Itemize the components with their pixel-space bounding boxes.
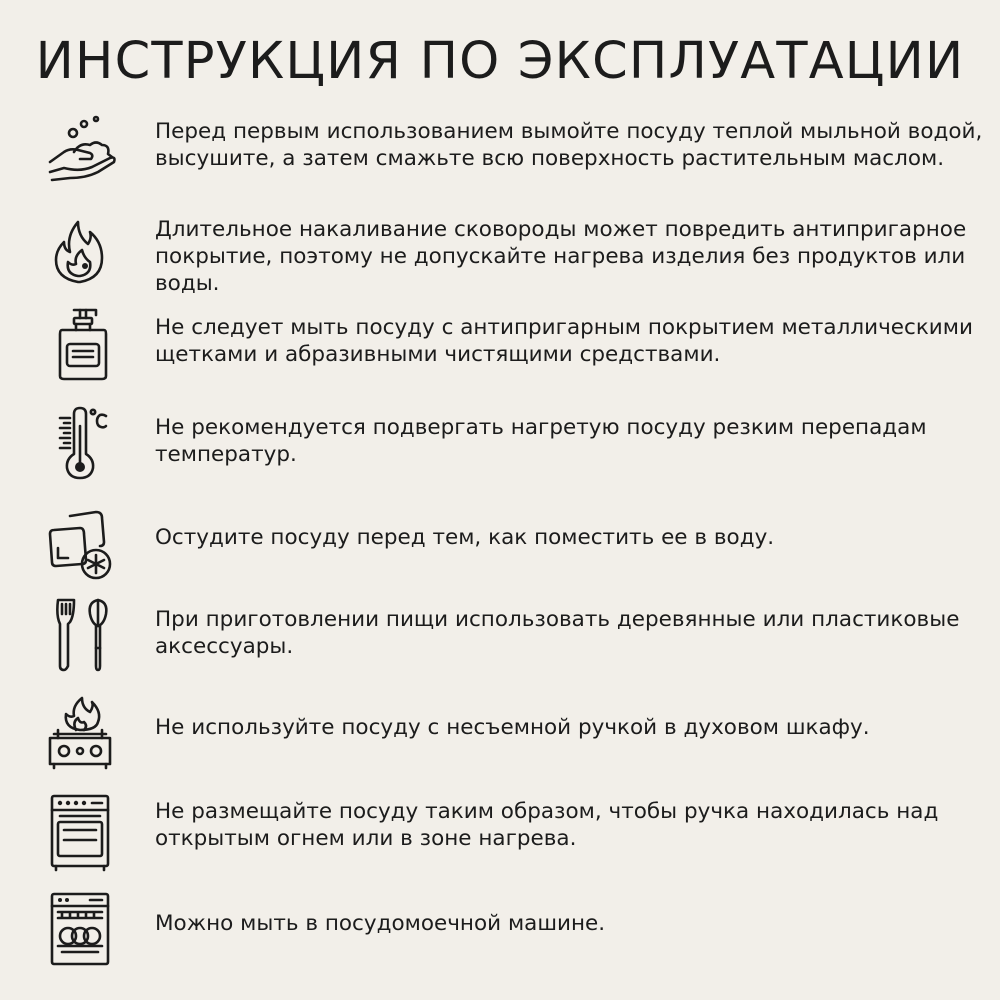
instruction-text: Не размещайте посуду таким образом, чтобы ручка находилась над открытым огнем или в зоне нагрева. (155, 799, 939, 851)
instruction-item (0, 408, 1000, 504)
instruction-item (0, 112, 1000, 208)
instruction-item (0, 890, 1000, 986)
dishwasher-icon (40, 890, 120, 970)
fire-icon (40, 210, 120, 290)
instruction-item (0, 596, 1000, 692)
ice-cubes-icon (40, 506, 120, 586)
instruction-text: Можно мыть в посудомоечной машине. (155, 911, 606, 936)
instruction-item (0, 694, 1000, 790)
washing-hands-icon (40, 112, 120, 192)
detergent-bottle-icon (40, 304, 120, 384)
instruction-text: Остудите посуду перед тем, как поместить ее в воду. (155, 525, 775, 550)
instruction-text: Не рекомендуется подвергать нагретую посуду резким перепадам температур. (155, 415, 927, 467)
thermometer-icon (40, 404, 120, 484)
page-title: ИНСТРУКЦИЯ ПО ЭКСПЛУАТАЦИИ (35, 32, 965, 91)
instruction-item (0, 792, 1000, 888)
oven-icon (40, 792, 120, 872)
instruction-item (0, 210, 1000, 306)
instruction-text: Перед первым использованием вымойте посуду теплой мыльной водой, высушите, а затем смажьте всю поверхность растительным маслом. (155, 119, 983, 171)
kitchen-utensils-icon (40, 596, 120, 676)
instruction-item (0, 308, 1000, 404)
instruction-item (0, 506, 1000, 602)
instruction-text: Не следует мыть посуду с антипригарным покрытием металлическими щетками и абразивными чистящими средствами. (155, 315, 973, 367)
instruction-text: Не используйте посуду с несъемной ручкой в духовом шкафу. (155, 715, 870, 740)
gas-stove-icon (40, 694, 120, 774)
instruction-text: При приготовлении пищи использовать деревянные или пластиковые аксессуары. (155, 607, 960, 659)
instruction-text: Длительное накаливание сковороды может повредить антипригарное покрытие, поэтому не допускайте нагрева изделия без продуктов или воды. (155, 217, 967, 296)
